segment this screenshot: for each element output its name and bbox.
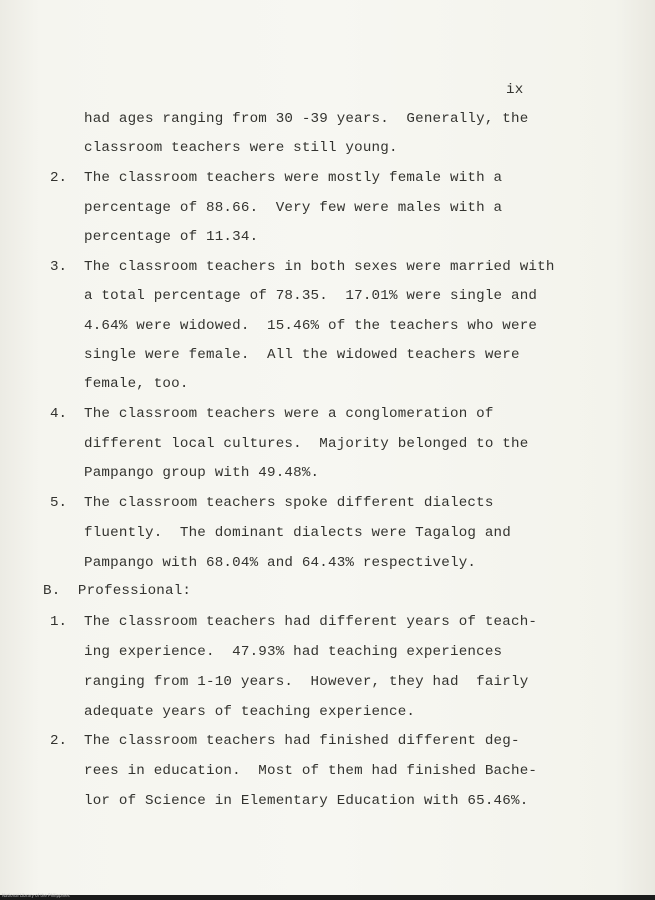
text-line: The classroom teachers in both sexes were married with <box>84 259 555 275</box>
item-number: 3. <box>50 259 68 275</box>
text-line: rees in education. Most of them had finished Bache- <box>84 763 538 779</box>
text-line: single were female. All the widowed teachers were <box>84 347 520 363</box>
text-line: The classroom teachers were mostly female with a <box>84 170 503 186</box>
text-line: ing experience. 47.93% had teaching experiences <box>84 644 503 660</box>
text-line: percentage of 88.66. Very few were males with a <box>84 200 503 216</box>
text-line: a total percentage of 78.35. 17.01% were single and <box>84 288 538 304</box>
text-line: The classroom teachers spoke different dialects <box>84 495 494 511</box>
text-line: ranging from 1-10 years. However, they had fairly <box>84 674 529 690</box>
text-line: percentage of 11.34. <box>84 229 259 245</box>
item-number: 1. <box>50 614 68 630</box>
text-line: The classroom teachers had different years of teach- <box>84 614 538 630</box>
item-number: 2. <box>50 170 68 186</box>
text-line: 4.64% were widowed. 15.46% of the teachers who were <box>84 318 538 334</box>
scan-footer-text: National Library of the Philippines <box>2 893 70 898</box>
section-heading: B. Professional: <box>43 583 192 599</box>
text-line: Pampango group with 49.48%. <box>84 465 320 481</box>
text-line: female, too. <box>84 376 189 392</box>
text-line: different local cultures. Majority belonged to the <box>84 436 529 452</box>
item-number: 4. <box>50 406 68 422</box>
text-line: classroom teachers were still young. <box>84 140 398 156</box>
page-number: ix <box>506 82 524 98</box>
text-line: The classroom teachers had finished different deg- <box>84 733 520 749</box>
item-number: 5. <box>50 495 68 511</box>
text-line: The classroom teachers were a conglomeration of <box>84 406 494 422</box>
text-line: adequate years of teaching experience. <box>84 704 416 720</box>
item-number: 2. <box>50 733 68 749</box>
scan-footer-bar <box>0 895 655 900</box>
text-line: Pampango with 68.04% and 64.43% respectively. <box>84 555 477 571</box>
text-line: fluently. The dominant dialects were Tagalog and <box>84 525 511 541</box>
text-line: had ages ranging from 30 -39 years. Generally, the <box>84 111 529 127</box>
text-line: lor of Science in Elementary Education with 65.46%. <box>84 793 529 809</box>
